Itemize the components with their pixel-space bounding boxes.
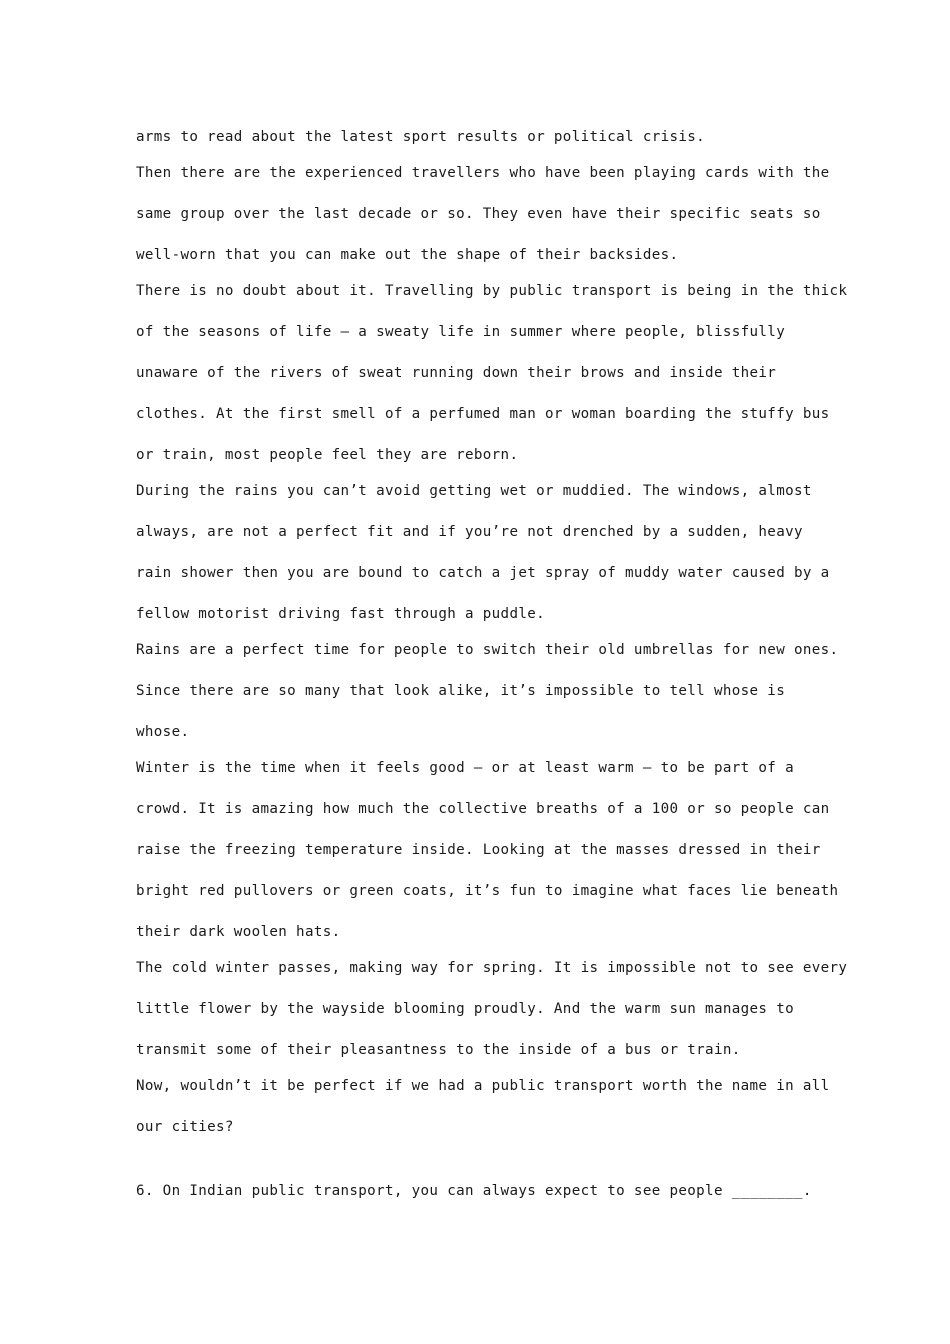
text-line: arms to read about the latest sport results or political crisis. [136,129,706,145]
text-line: Now, wouldn’t it be perfect if we had a public transport worth the name in all [136,1078,830,1094]
text-line: Then there are the experienced travellers who have been playing cards with the [136,165,830,181]
text-line: The cold winter passes, making way for spring. It is impossible not to see every [136,960,848,976]
paragraph-umbrellas [136,639,839,757]
paragraph-seasons [136,280,848,480]
text-line: little flower by the wayside blooming proudly. And the warm sun manages to [136,1001,794,1017]
text-line: our cities? [136,1119,234,1135]
paragraph-newspaper [136,126,826,162]
text-line: fellow motorist driving fast through a puddle. [136,606,546,622]
paragraph-winter [136,757,839,957]
text-line: or train, most people feel they are reborn. [136,447,519,463]
paragraph-rains [136,480,830,639]
text-line: bright red pullovers or green coats, it’s fun to imagine what faces lie beneath [136,883,839,899]
paragraph-conclusion [136,1075,830,1152]
text-line: whose. [136,724,190,740]
question-6: 6. On Indian public transport, you can always expect to see people ________. [136,1183,812,1199]
text-line: unaware of the rivers of sweat running down their brows and inside their [136,365,777,381]
text-line: crowd. It is amazing how much the collective breaths of a 100 or so people can [136,801,830,817]
paragraph-card-players [136,162,830,280]
text-line: always, are not a perfect fit and if you’re not drenched by a sudden, heavy [136,524,803,540]
text-line: of the seasons of life — a sweaty life in summer where people, blissfully [136,324,786,340]
paragraph-spring [136,957,848,1075]
text-line: Since there are so many that look alike, it’s impossible to tell whose is [136,683,786,699]
text-line: During the rains you can’t avoid getting wet or muddied. The windows, almost [136,483,812,499]
text-line: their dark woolen hats. [136,924,341,940]
text-line: well-worn that you can make out the shape of their backsides. [136,247,679,263]
text-line: transmit some of their pleasantness to the inside of a bus or train. [136,1042,741,1058]
text-line: raise the freezing temperature inside. Looking at the masses dressed in their [136,842,821,858]
text-line: same group over the last decade or so. They even have their specific seats so [136,206,821,222]
text-line: Rains are a perfect time for people to switch their old umbrellas for new ones. [136,642,839,658]
document-page [136,126,848,1202]
text-line: Winter is the time when it feels good — or at least warm — to be part of a [136,760,794,776]
text-line: clothes. At the first smell of a perfumed man or woman boarding the stuffy bus [136,406,830,422]
text-line: There is no doubt about it. Travelling by public transport is being in the thick [136,283,848,299]
text-line: rain shower then you are bound to catch a jet spray of muddy water caused by a [136,565,830,581]
